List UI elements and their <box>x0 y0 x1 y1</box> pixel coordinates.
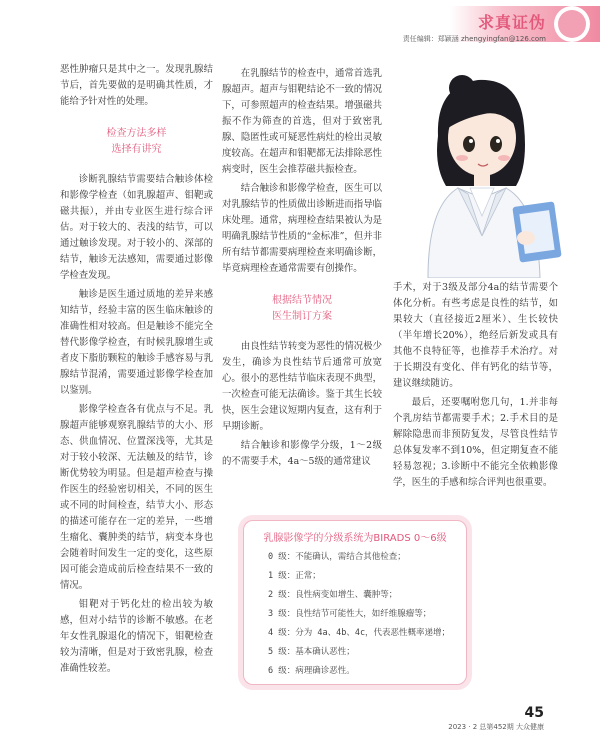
column-3 <box>393 280 558 494</box>
paragraph: 结合触诊和影像学分级，1～2级的不需要手术，4a～5级的通常建议 <box>222 440 382 467</box>
subheading-line: 根据结节情况 <box>272 295 332 306</box>
birads-box-title: 乳腺影像学的分级系统为BIRADS 0～6级 <box>263 533 447 544</box>
issue-info: 2023 · 2 总第452期 大众健康 <box>448 723 544 731</box>
doctor-illustration <box>398 66 576 278</box>
paragraph: 触诊是医生通过质地的差异来感知结节，经验丰富的医生临床触诊的准确性相对较高。但是触诊不能完全替代影像学检查，有时候乳腺增生或者皮下脂肪颗粒的触诊手感容易与乳腺结节混淆，需要通过影像学检查加以鉴别。 <box>60 289 213 396</box>
subheading-exam-methods <box>60 126 213 158</box>
subheading-line: 检查方法多样 <box>106 128 167 139</box>
birads-level-1: 1 级：正常； <box>268 571 321 581</box>
birads-level-6: 6 级：病理确诊恶性。 <box>268 666 355 676</box>
paragraph: 恶性肿瘤只是其中之一。发现乳腺结节后，首先要做的是明确其性质，才能给予针对性的处理。 <box>60 64 213 107</box>
birads-level-4: 4 级：分为 4a、4b、4c，代表恶性概率递增； <box>268 628 451 638</box>
birads-info-box <box>243 520 467 685</box>
paragraph: 诊断乳腺结节需要结合触诊体检和影像学检查（如乳腺超声、钼靶或磁共振），并由专业医生进行综合评估。对于较大的、表浅的结节，可以通过触诊发现。对于较小的、深部的结节，触诊无法感知，需要通过影像学检查发现。 <box>60 174 213 281</box>
paragraph: 结合触诊和影像学检查，医生可以对乳腺结节的性质做出诊断进而指导临床处理。通常，病理检查结果被认为是明确乳腺结节性质的“金标准”，但并非所有结节都需要病理检查来明确诊断，毕竟病理检查通常需要有创操作。 <box>222 183 382 274</box>
column-1 <box>60 62 213 680</box>
column-2 <box>222 66 382 473</box>
birads-level-0: 0 级：不能确认，需结合其他检查； <box>268 552 406 562</box>
subheading-treatment-plan <box>222 293 382 325</box>
subheading-line: 医生制订方案 <box>272 311 332 322</box>
paragraph: 影像学检查各有优点与不足。乳腺超声能够观察乳腺结节的大小、形态、供血情况、位置深浅等，尤其是对于较小较深、无法触及的结节，诊断优势较为明显。但是超声检查与操作医生的经验密切相关，不同的医生或不同的时间检查，结节大小、形态的描述可能存在一定的差异，一些增生瘤化、囊肿类的结节，病变本身也会随着时间发生一定的变化，这些原因可能会造成前后检查结果不一致的情况。 <box>60 404 213 591</box>
paragraph: 最后，还要嘱咐您几句，1.并非每个乳房结节都需要手术；2.手术目的是解除隐患而非预防复发，尽管良性结节总体复发率不到10%，但定期复查不能轻易忽视；3.诊断中不能完全依赖影像学，医生的手感和综合评判也很重要。 <box>393 397 558 488</box>
paragraph: 手术，对于3级及部分4a的结节需要个体化分析。有些考虑是良性的结节，如果较大（直径接近2厘米）、生长较快（半年增长20%），绝经后新发或具有其他不良特征等，也推荐手术治疗。对于长期没有变化、伴有钙化的结节等，建议继续随访。 <box>393 282 558 389</box>
subheading-line: 选择有讲究 <box>111 144 162 155</box>
paragraph: 由良性结节转变为恶性的情况极少发生，确诊为良性结节后通常可放宽心。很小的恶性结节临床表现不典型，一次检查可能无法确诊。鉴于其生长较快，医生会建议短期内复查，这有利于早期诊断。 <box>222 341 382 432</box>
editor-credit: 责任编辑：郑颖涵 zhengyingfan@126.com <box>402 35 546 43</box>
paragraph: 在乳腺结节的检查中，通常首选乳腺超声。超声与钼靶结论不一致的情况下，可参照超声的检查结果。增强磁共振不作为筛查的首选，但对于致密乳腺、隐匿性或可疑恶性病灶的检出灵敏度较高。在超声和钼靶都无法排除恶性病变时，医生会推荐磁共振检查。 <box>222 68 382 175</box>
paragraph: 钼靶对于钙化灶的检出较为敏感，但对小结节的诊断不敏感。在老年女性乳腺退化的情况下，钼靶检查较为清晰，但是对于致密乳腺，检查准确性较差。 <box>60 599 213 674</box>
page-header <box>0 0 600 44</box>
page-number: 45 <box>524 705 544 721</box>
header-logo-mark <box>554 6 590 42</box>
birads-level-5: 5 级：基本确认恶性； <box>268 647 355 657</box>
birads-level-2: 2 级：良性病变如增生、囊肿等； <box>268 590 398 600</box>
section-title: 求真证伪 <box>477 13 546 32</box>
birads-level-3: 3 级：良性结节可能性大，如纤维腺瘤等； <box>268 609 432 619</box>
